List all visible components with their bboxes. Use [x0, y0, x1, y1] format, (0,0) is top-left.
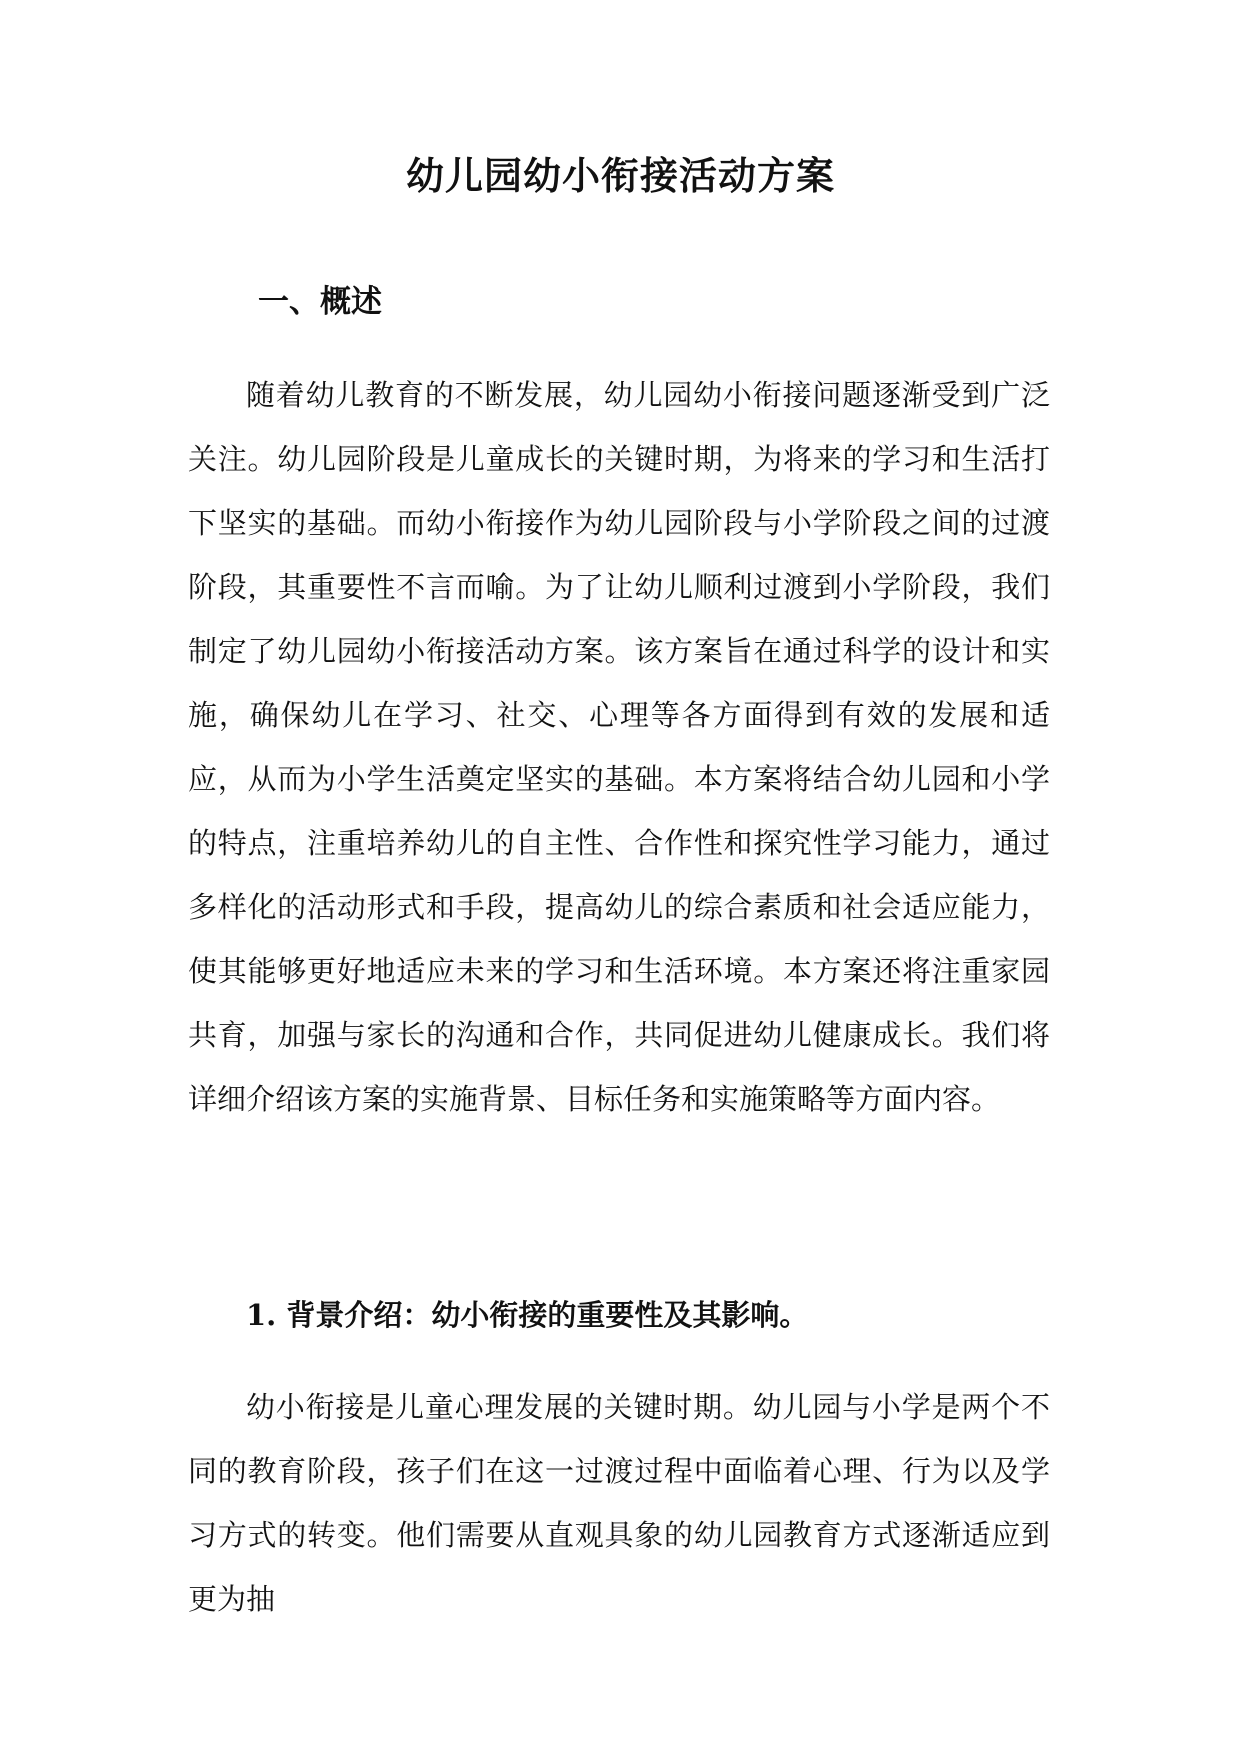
subsection-heading-background: 1. 背景介绍：幼小衔接的重要性及其影响。	[246, 1298, 809, 1332]
overview-paragraph: 随着幼儿教育的不断发展，幼儿园幼小衔接问题逐渐受到广泛关注。幼儿园阶段是儿童成长的关键时期，为将来的学习和生活打下坚实的基础。而幼小衔接作为幼儿园阶段与小学阶段之间的过渡阶段，其重要性不言而喻。为了让幼儿顺利过渡到小学阶段，我们制定了幼儿园幼小衔接活动方案。该方案旨在通过科学的设计和实施，确保幼儿在学习、社交、心理等各方面得到有效的发展和适应，从而为小学生活奠定坚实的基础。本方案将结合幼儿园和小学的特点，注重培养幼儿的自主性、合作性和探究性学习能力，通过多样化的活动形式和手段，提高幼儿的综合素质和社会适应能力，使其能够更好地适应未来的学习和生活环境。本方案还将注重家园共育，加强与家长的沟通和合作，共同促进幼儿健康成长。我们将详细介绍该方案的实施背景、目标任务和实施策略等方面内容。	[188, 378, 1050, 1116]
document-title: 幼儿园幼小衔接活动方案	[405, 153, 835, 198]
background-paragraph: 幼小衔接是儿童心理发展的关键时期。幼儿园与小学是两个不同的教育阶段，孩子们在这一过渡过程中面临着心理、行为以及学习方式的转变。他们需要从直观具象的幼儿园教育方式逐渐适应到更为抽	[188, 1390, 1050, 1616]
section-heading-overview: 一、概述	[258, 284, 382, 320]
